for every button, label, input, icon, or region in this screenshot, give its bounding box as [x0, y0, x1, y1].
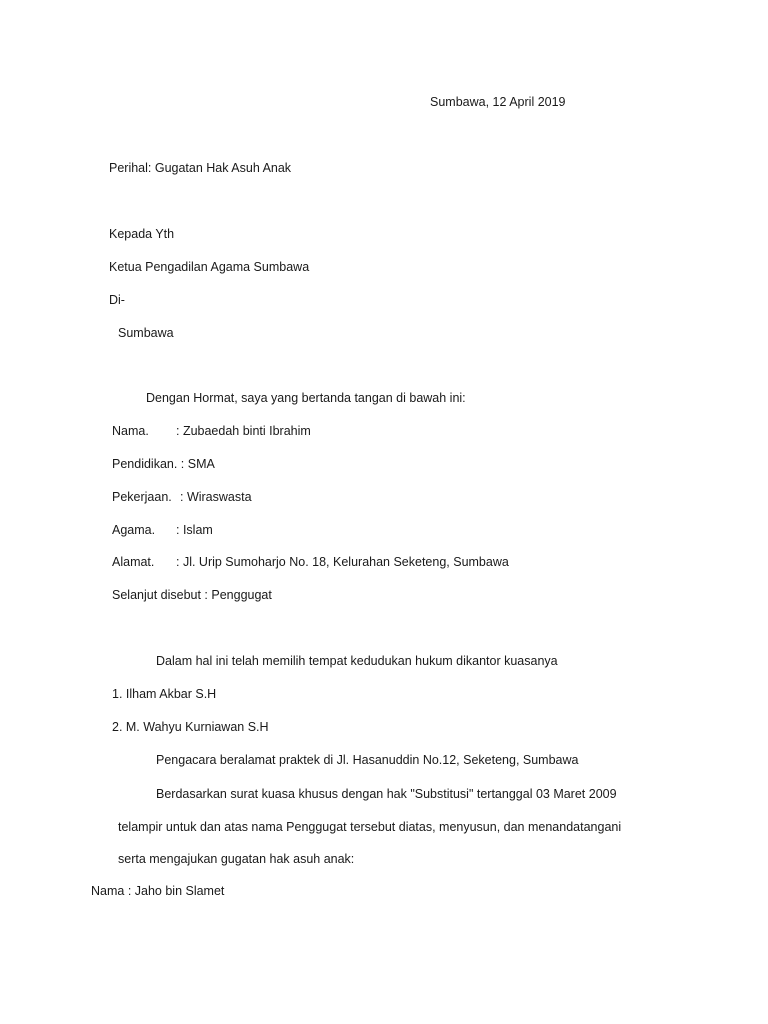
recipient-di: Di-: [109, 293, 125, 307]
body-line-1: Berdasarkan surat kuasa khusus dengan hak "Substitusi" tertanggal 03 Maret 2009: [156, 787, 617, 801]
alamat-label: Alamat.: [112, 555, 155, 569]
subject-line: Perihal: Gugatan Hak Asuh Anak: [109, 161, 292, 175]
pekerjaan-value: : Wiraswasta: [180, 490, 252, 504]
defendant-name: Nama : Jaho bin Slamet: [91, 884, 225, 898]
agama-label: Agama.: [112, 523, 156, 537]
domicile-line: Dalam hal ini telah memilih tempat kedudukan hukum dikantor kuasanya: [156, 654, 558, 668]
opening-line: Dengan Hormat, saya yang bertanda tangan di bawah ini:: [146, 391, 466, 405]
nama-label: Nama.: [112, 424, 149, 438]
pekerjaan-label: Pekerjaan.: [112, 490, 172, 504]
lawyer-1: 1. Ilham Akbar S.H: [112, 687, 217, 701]
body-line-3: serta mengajukan gugatan hak asuh anak:: [118, 852, 355, 866]
agama-value: : Islam: [176, 523, 213, 537]
alamat-value: : Jl. Urip Sumoharjo No. 18, Kelurahan Seketeng, Sumbawa: [176, 555, 509, 569]
recipient-city: Sumbawa: [118, 326, 174, 340]
lawyer-address: Pengacara beralamat praktek di Jl. Hasanuddin No.12, Seketeng, Sumbawa: [156, 753, 579, 767]
lawyer-2: 2. M. Wahyu Kurniawan S.H: [112, 720, 269, 734]
pendidikan-line: Pendidikan. : SMA: [112, 457, 215, 471]
place-date: Sumbawa, 12 April 2019: [430, 95, 566, 109]
body-line-2: telampir untuk dan atas nama Penggugat tersebut diatas, menyusun, dan menandatangani: [118, 820, 622, 834]
nama-value: : Zubaedah binti Ibrahim: [176, 424, 311, 438]
recipient-salutation: Kepada Yth: [109, 227, 175, 241]
plaintiff-designation: Selanjut disebut : Penggugat: [112, 588, 272, 602]
recipient-name: Ketua Pengadilan Agama Sumbawa: [109, 260, 310, 274]
